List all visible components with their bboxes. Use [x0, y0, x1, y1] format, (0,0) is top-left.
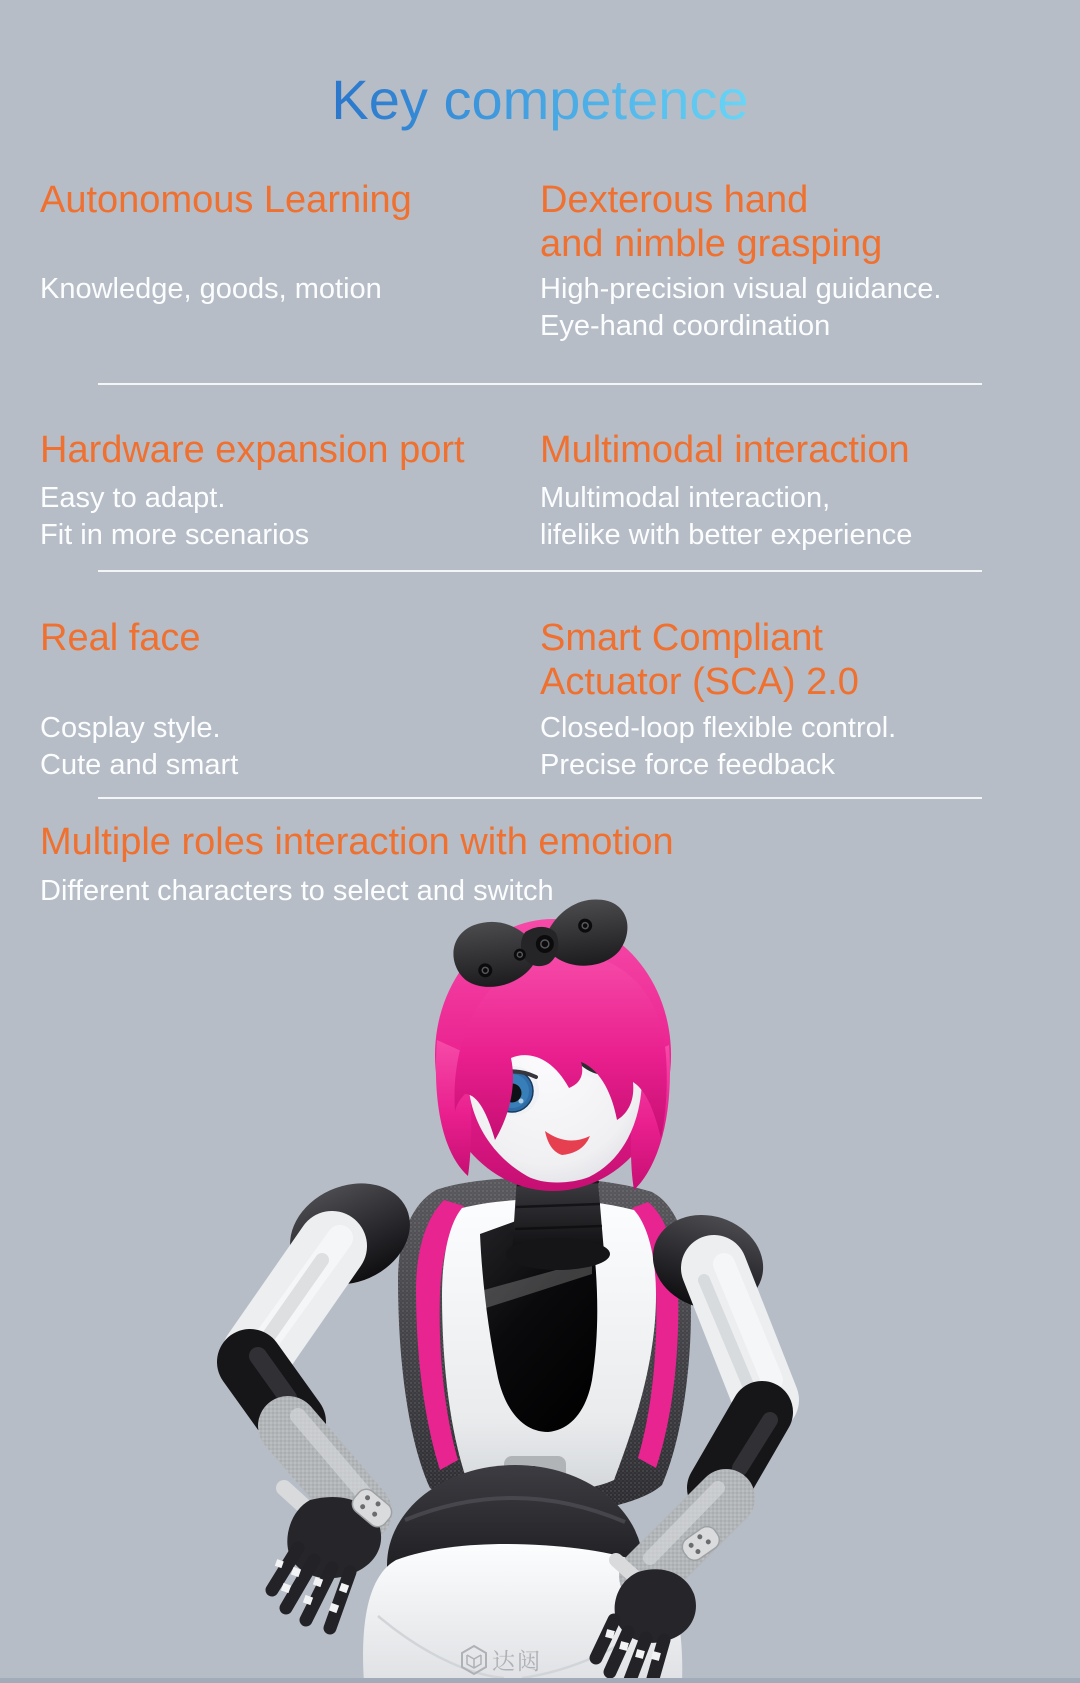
feature-heading-hardware-expansion-port: [40, 428, 545, 472]
body-line: Eye-hand coordination: [540, 310, 831, 342]
feature-body-smart-compliant-actuator: [540, 710, 1045, 784]
feature-body-real-face: [40, 710, 545, 784]
heading-line: Multiple roles interaction with emotion: [40, 821, 674, 863]
robot-left-arm: [250, 1238, 366, 1512]
feature-heading-multiple-roles: [40, 820, 1040, 864]
body-line: Easy to adapt.: [40, 482, 226, 514]
body-line: High-precision visual guidance.: [540, 273, 942, 305]
divider: [98, 797, 982, 799]
heading-line: Multimodal interaction: [540, 429, 910, 471]
heading-line: Dexterous hand: [540, 179, 809, 221]
robot-head: [435, 896, 671, 1191]
body-line: Multimodal interaction,: [540, 482, 831, 514]
bottom-edge-strip: [0, 1678, 1080, 1683]
body-line: Knowledge, goods, motion: [40, 273, 382, 305]
page-title: [0, 70, 1080, 130]
brand-logo-text: 达闼: [492, 1648, 542, 1674]
body-line: Cute and smart: [40, 749, 239, 781]
divider: [98, 383, 982, 385]
divider: [98, 570, 982, 572]
heading-line: Actuator (SCA) 2.0: [540, 661, 859, 703]
heading-line: Autonomous Learning: [40, 179, 412, 221]
page-title-text: Key competence: [331, 68, 749, 131]
feature-heading-autonomous-learning: [40, 178, 545, 222]
feature-body-multimodal-interaction: [540, 480, 1045, 554]
heading-line: and nimble grasping: [540, 223, 883, 265]
body-line: Cosplay style.: [40, 712, 221, 744]
robot-illustration: [0, 860, 1080, 1683]
body-line: Fit in more scenarios: [40, 519, 310, 551]
feature-heading-smart-compliant-actuator: [540, 616, 1045, 704]
feature-body-hardware-expansion-port: [40, 480, 545, 554]
heading-line: Smart Compliant: [540, 617, 823, 659]
body-line: Closed-loop flexible control.: [540, 712, 897, 744]
body-line: lifelike with better experience: [540, 519, 913, 551]
feature-heading-real-face: [40, 616, 545, 660]
feature-body-autonomous-learning: [40, 271, 545, 308]
heading-line: Real face: [40, 617, 201, 659]
body-line: Precise force feedback: [540, 749, 835, 781]
body-line: Different characters to select and switch: [40, 875, 554, 907]
heading-line: Hardware expansion port: [40, 429, 465, 471]
feature-heading-dexterous-hand: [540, 178, 1045, 266]
feature-body-dexterous-hand: [540, 271, 1045, 345]
feature-heading-multimodal-interaction: [540, 428, 1045, 472]
